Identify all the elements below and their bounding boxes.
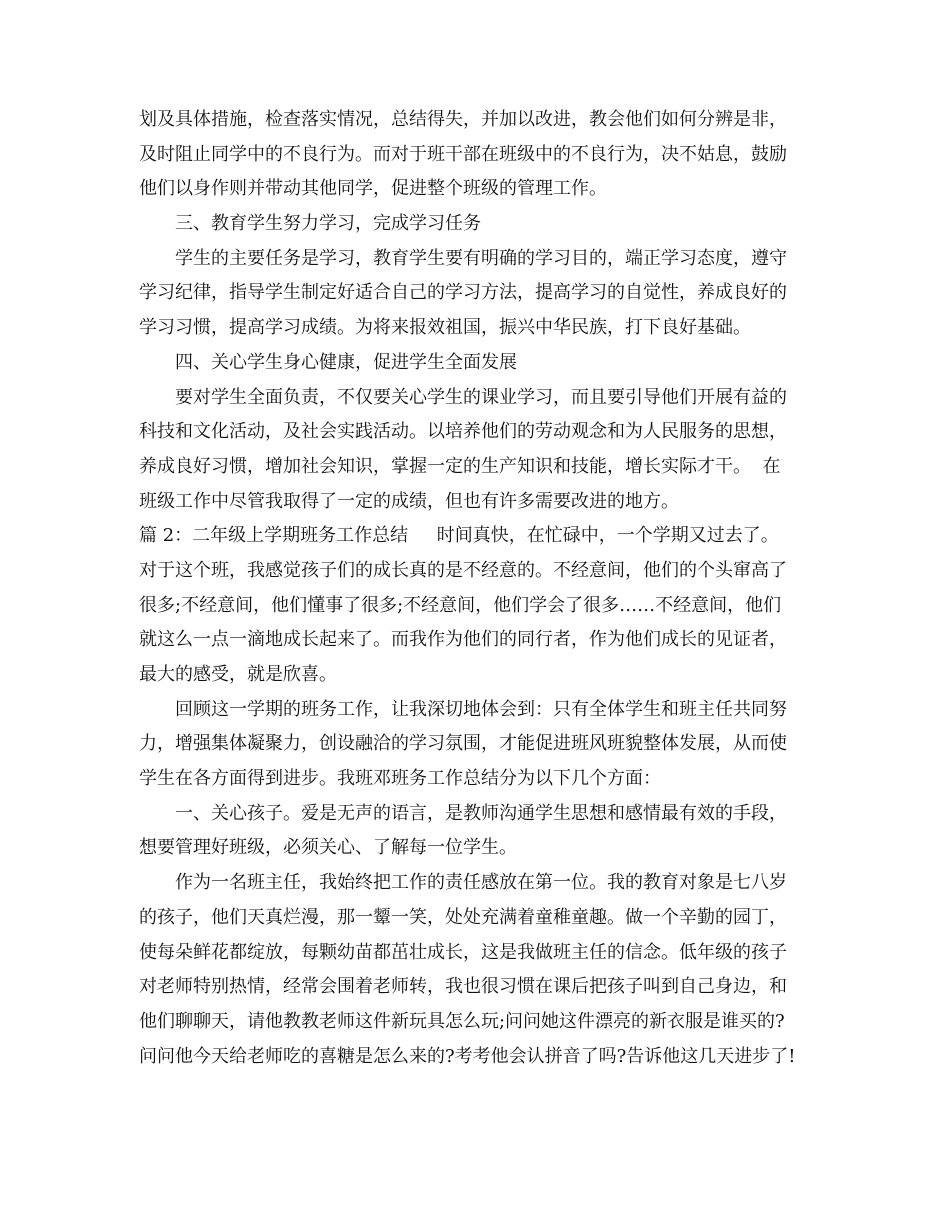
text-line: 班级工作中尽管我取得了一定的成绩，但也有许多需要改进的地方。	[139, 490, 679, 512]
text-line: 篇 2：二年级上学期班务工作总结 时间真快，在忙碌中，一个学期又过去了。	[139, 525, 779, 547]
text-line: 最大的感受，就是欣喜。	[139, 664, 337, 685]
text-line: 科技和文化活动，及社会实践活动。以培养他们的劳动观念和为人民服务的思想，	[139, 421, 787, 443]
text-line: 养成良好习惯，增加社会知识，掌握一定的生产知识和技能，增长实际才干。 在	[139, 455, 781, 477]
text-line: 学习纪律，指导学生制定好适合自己的学习方法，提高学习的自觉性，养成良好的	[139, 282, 787, 304]
text-line: 问问他今天给老师吃的喜糖是怎么来的?考考他会认拼音了吗?告诉他这几天进步了!	[139, 1045, 796, 1067]
text-line: 对老师特别热情，经常会围着老师转，我也很习惯在课后把孩子叫到自己身边，和	[139, 976, 787, 998]
text-line: 对于这个班，我感觉孩子们的成长真的是不经意的。不经意间，他们的个头窜高了	[139, 559, 787, 581]
text-line: 的孩子，他们天真烂漫，那一颦一笑，处处充满着童稚童趣。做一个辛勤的园丁，	[139, 906, 787, 928]
text-line: 一、关心孩子。爱是无声的语言，是教师沟通学生思想和感情最有效的手段，	[175, 802, 787, 824]
text-line: 及时阻止同学中的不良行为。而对于班干部在班级中的不良行为，决不姑息，鼓励	[139, 143, 787, 165]
text-line: 他们以身作则并带动其他同学，促进整个班级的管理工作。	[139, 178, 607, 200]
text-line: 学生在各方面得到进步。我班邓班务工作总结分为以下几个方面：	[139, 768, 661, 790]
text-line: 三、教育学生努力学习，完成学习任务	[175, 213, 481, 235]
text-line: 划及具体措施，检查落实情况，总结得失，并加以改进，教会他们如何分辨是非，	[139, 109, 787, 130]
text-line: 学习习惯，提高学习成绩。为将来报效祖国，振兴中华民族，打下良好基础。	[139, 317, 751, 339]
text-line: 作为一名班主任，我始终把工作的责任感放在第一位。我的教育对象是七八岁	[175, 872, 787, 894]
text-line: 就这么一点一滴地成长起来了。而我作为他们的同行者，作为他们成长的见证者，	[139, 629, 787, 651]
text-line: 想要管理好班级，必须关心、了解每一位学生。	[139, 837, 517, 859]
text-line: 他们聊聊天，请他教教老师这件新玩具怎么玩;问问她这件漂亮的新衣服是谁买的?	[139, 1010, 785, 1032]
text-line: 学生的主要任务是学习，教育学生要有明确的学习目的，端正学习态度，遵守	[175, 247, 787, 269]
text-line: 力，增强集体凝聚力，创设融洽的学习氛围，才能促进班风班貌整体发展，从而使	[139, 733, 787, 755]
document-body	[139, 103, 819, 1074]
text-line: 使每朵鲜花都绽放，每颗幼苗都茁壮成长，这是我做班主任的信念。低年级的孩子	[139, 941, 787, 963]
text-line: 很多;不经意间，他们懂事了很多;不经意间，他们学会了很多……不经意间，他们	[139, 594, 782, 616]
text-line: 回顾这一学期的班务工作，让我深切地体会到：只有全体学生和班主任共同努	[175, 698, 787, 720]
text-line: 要对学生全面负责，不仅要关心学生的课业学习，而且要引导他们开展有益的	[175, 386, 787, 408]
text-line: 四、关心学生身心健康，促进学生全面发展	[175, 351, 517, 373]
